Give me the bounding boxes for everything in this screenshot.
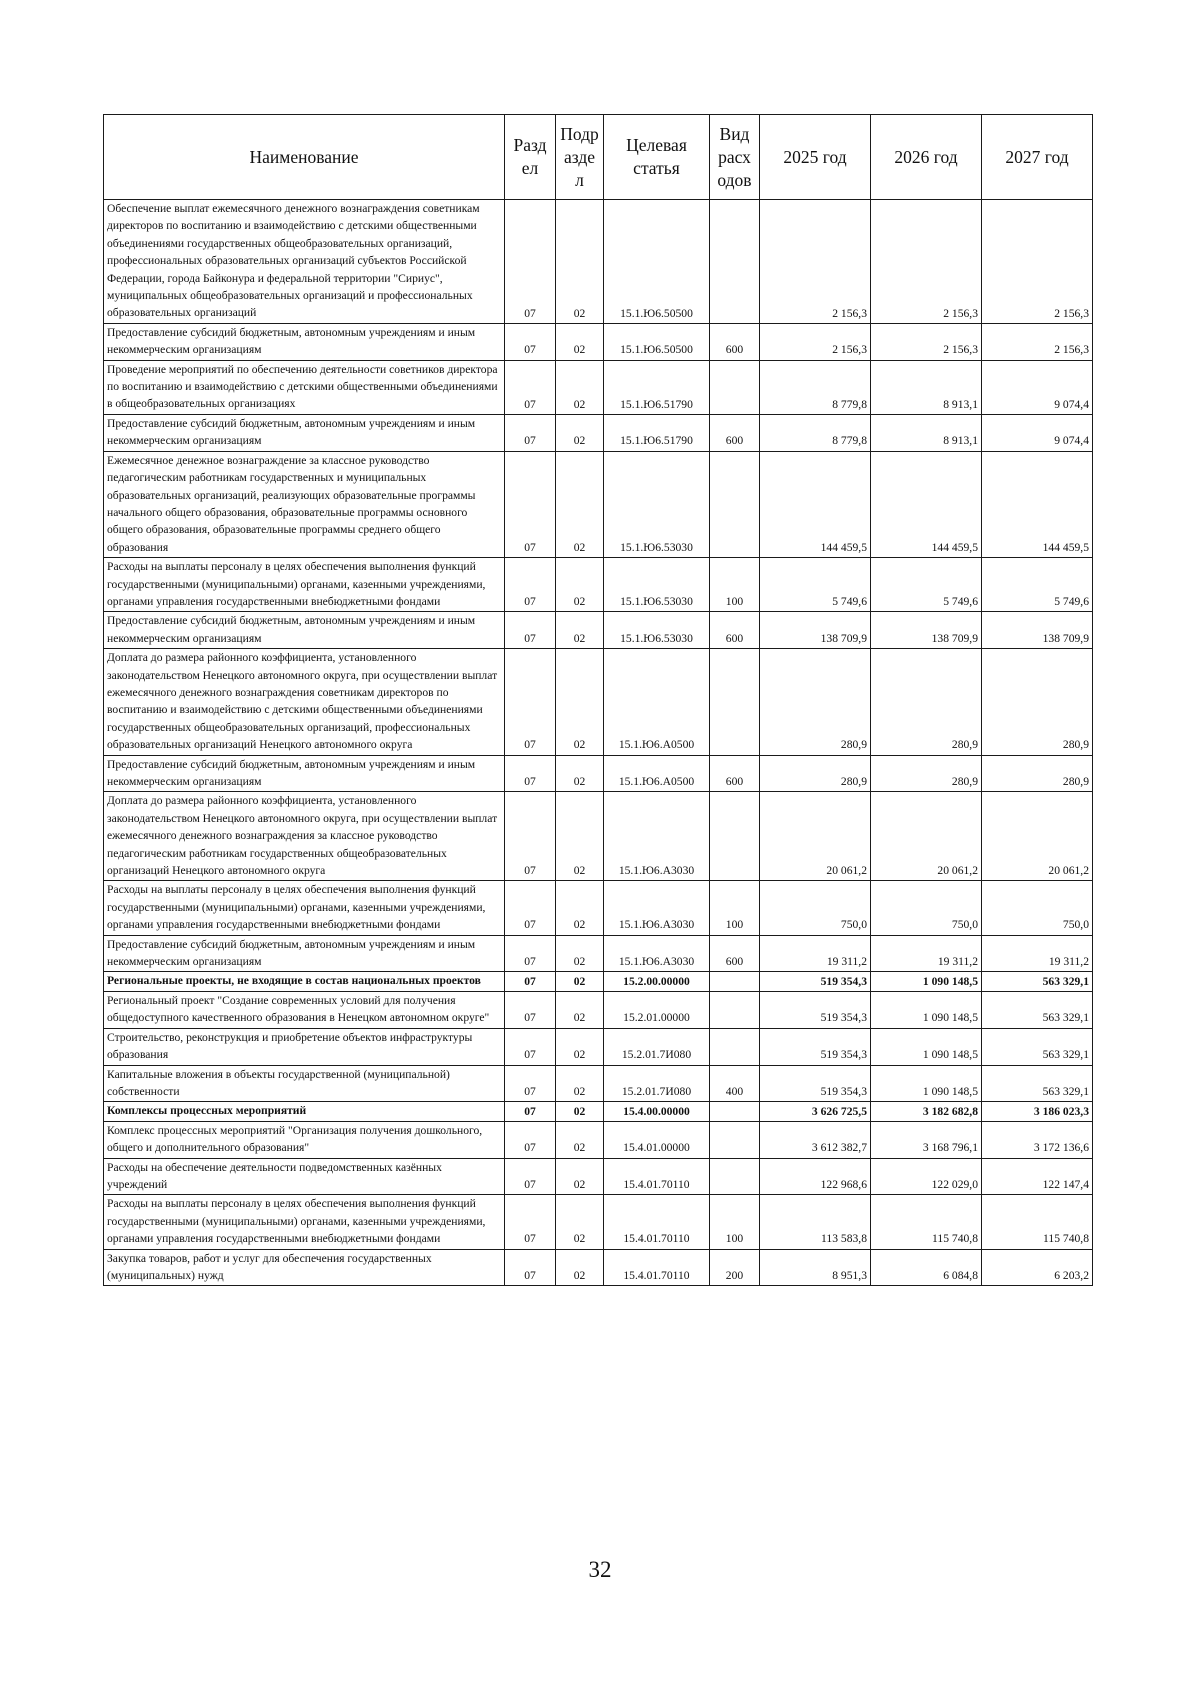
cell-2025: 8 951,3 [760,1249,871,1286]
table-row [104,612,1093,649]
cell-name: Расходы на обеспечение деятельности подведомственных казённых учреждений [104,1158,505,1195]
cell-target: 15.1.Ю6.А0500 [604,649,710,755]
cell-vid: 600 [710,612,760,649]
cell-podrazdel: 02 [556,1102,604,1121]
cell-2026: 144 459,5 [871,451,982,557]
table-row [104,1158,1093,1195]
cell-name: Капитальные вложения в объекты государственной (муниципальной) собственности [104,1065,505,1102]
header-podrazdel: Подр азде л [556,115,604,200]
cell-vid [710,972,760,991]
cell-razdel: 07 [505,935,556,972]
cell-2026: 5 749,6 [871,558,982,612]
cell-target: 15.1.Ю6.51790 [604,360,710,414]
cell-2026: 1 090 148,5 [871,1028,982,1065]
cell-name: Комплекс процессных мероприятий "Организация получения дошкольного, общего и дополнительного образования" [104,1121,505,1158]
cell-2027: 2 156,3 [982,323,1093,360]
cell-name: Расходы на выплаты персоналу в целях обеспечения выполнения функций государственными (муниципальными) органами, казенными учреждениями, органами управления государственными внебюджетными фондами [104,881,505,935]
cell-podrazdel: 02 [556,414,604,451]
cell-2026: 280,9 [871,649,982,755]
cell-vid: 200 [710,1249,760,1286]
table-row [104,755,1093,792]
cell-2027: 563 329,1 [982,991,1093,1028]
cell-razdel: 07 [505,972,556,991]
cell-name: Предоставление субсидий бюджетным, автономным учреждениям и иным некоммерческим организациям [104,612,505,649]
cell-podrazdel: 02 [556,1065,604,1102]
cell-podrazdel: 02 [556,1195,604,1249]
cell-2025: 138 709,9 [760,612,871,649]
cell-target: 15.4.00.00000 [604,1102,710,1121]
cell-name: Проведение мероприятий по обеспечению деятельности советников директора по воспитанию и взаимодействию с детскими общественными объединениями в общеобразовательных организациях [104,360,505,414]
cell-2027: 6 203,2 [982,1249,1093,1286]
cell-target: 15.1.Ю6.А0500 [604,755,710,792]
table-row [104,323,1093,360]
table-row [104,360,1093,414]
cell-podrazdel: 02 [556,881,604,935]
cell-target: 15.4.01.70110 [604,1195,710,1249]
cell-2026: 1 090 148,5 [871,972,982,991]
cell-2025: 519 354,3 [760,991,871,1028]
cell-podrazdel: 02 [556,1158,604,1195]
cell-target: 15.4.01.00000 [604,1121,710,1158]
cell-2026: 8 913,1 [871,360,982,414]
cell-target: 15.1.Ю6.53030 [604,451,710,557]
cell-2025: 8 779,8 [760,414,871,451]
cell-2027: 115 740,8 [982,1195,1093,1249]
cell-2025: 2 156,3 [760,323,871,360]
budget-table [103,114,1093,1286]
cell-2027: 9 074,4 [982,360,1093,414]
cell-2027: 144 459,5 [982,451,1093,557]
cell-2027: 122 147,4 [982,1158,1093,1195]
cell-name: Обеспечение выплат ежемесячного денежного вознаграждения советникам директоров по воспитанию и взаимодействию с детскими общественными объединениями государственных общеобразовательных организаций, профессиональных образовательных организаций субъектов Российской Федерации, города Байконура и федеральной территории "Сириус", муниципальных общеобразовательных организаций и профессиональных образовательных организаций [104,200,505,324]
header-razdel: Разд ел [505,115,556,200]
cell-2027: 563 329,1 [982,972,1093,991]
cell-2025: 122 968,6 [760,1158,871,1195]
cell-2026: 122 029,0 [871,1158,982,1195]
cell-2027: 5 749,6 [982,558,1093,612]
cell-2026: 750,0 [871,881,982,935]
cell-2026: 2 156,3 [871,200,982,324]
cell-razdel: 07 [505,360,556,414]
cell-razdel: 07 [505,323,556,360]
cell-razdel: 07 [505,755,556,792]
cell-razdel: 07 [505,1102,556,1121]
cell-podrazdel: 02 [556,1121,604,1158]
cell-2025: 280,9 [760,755,871,792]
cell-2027: 3 172 136,6 [982,1121,1093,1158]
page-number: 32 [588,1557,612,1582]
cell-target: 15.2.01.7И080 [604,1028,710,1065]
table-row [104,1249,1093,1286]
cell-2027: 280,9 [982,755,1093,792]
cell-podrazdel: 02 [556,323,604,360]
cell-target: 15.1.Ю6.53030 [604,612,710,649]
cell-vid: 100 [710,881,760,935]
header-2027: 2027 год [982,115,1093,200]
cell-name: Доплата до размера районного коэффициента, установленного законодательством Ненецкого автономного округа, при осуществлении выплат ежемесячного денежного вознаграждения за классное руководство педагогическим работникам государственных общеобразовательных организаций Ненецкого автономного округа [104,792,505,881]
cell-name: Расходы на выплаты персоналу в целях обеспечения выполнения функций государственными (муниципальными) органами, казенными учреждениями, органами управления государственными внебюджетными фондами [104,558,505,612]
cell-2027: 9 074,4 [982,414,1093,451]
cell-2026: 3 182 682,8 [871,1102,982,1121]
cell-vid [710,649,760,755]
cell-2027: 19 311,2 [982,935,1093,972]
cell-2027: 2 156,3 [982,200,1093,324]
table-row [104,991,1093,1028]
header-2026: 2026 год [871,115,982,200]
cell-target: 15.1.Ю6.А3030 [604,792,710,881]
cell-name: Предоставление субсидий бюджетным, автономным учреждениям и иным некоммерческим организациям [104,755,505,792]
cell-vid: 600 [710,323,760,360]
cell-2025: 280,9 [760,649,871,755]
cell-target: 15.1.Ю6.А3030 [604,935,710,972]
cell-2027: 138 709,9 [982,612,1093,649]
cell-2025: 2 156,3 [760,200,871,324]
table-row [104,649,1093,755]
table-row [104,1065,1093,1102]
cell-2025: 5 749,6 [760,558,871,612]
cell-2026: 280,9 [871,755,982,792]
cell-2025: 519 354,3 [760,1065,871,1102]
cell-vid: 400 [710,1065,760,1102]
cell-razdel: 07 [505,1065,556,1102]
cell-razdel: 07 [505,881,556,935]
cell-vid: 600 [710,414,760,451]
header-name: Наименование [104,115,505,200]
cell-name: Доплата до размера районного коэффициента, установленного законодательством Ненецкого автономного округа, при осуществлении выплат ежемесячного денежного вознаграждения советникам директоров по воспитанию и взаимодействию с детскими общественными объединениями государственных общеобразовательных организаций, профессиональных образовательных организаций Ненецкого автономного округа [104,649,505,755]
cell-name: Предоставление субсидий бюджетным, автономным учреждениям и иным некоммерческим организациям [104,935,505,972]
cell-vid [710,1121,760,1158]
cell-podrazdel: 02 [556,972,604,991]
table-row [104,451,1093,557]
cell-2025: 3 612 382,7 [760,1121,871,1158]
cell-2025: 519 354,3 [760,1028,871,1065]
cell-target: 15.1.Ю6.51790 [604,414,710,451]
cell-podrazdel: 02 [556,1249,604,1286]
cell-2025: 750,0 [760,881,871,935]
cell-2026: 1 090 148,5 [871,1065,982,1102]
cell-podrazdel: 02 [556,451,604,557]
cell-razdel: 07 [505,200,556,324]
cell-name: Комплексы процессных мероприятий [104,1102,505,1121]
cell-razdel: 07 [505,649,556,755]
table-row [104,792,1093,881]
cell-podrazdel: 02 [556,612,604,649]
cell-vid [710,1102,760,1121]
cell-2026: 2 156,3 [871,323,982,360]
cell-razdel: 07 [505,1195,556,1249]
cell-2026: 20 061,2 [871,792,982,881]
cell-podrazdel: 02 [556,935,604,972]
cell-vid: 100 [710,1195,760,1249]
cell-razdel: 07 [505,612,556,649]
cell-podrazdel: 02 [556,360,604,414]
cell-podrazdel: 02 [556,792,604,881]
cell-2027: 563 329,1 [982,1028,1093,1065]
cell-vid [710,1028,760,1065]
cell-razdel: 07 [505,558,556,612]
cell-2027: 563 329,1 [982,1065,1093,1102]
table-row [104,200,1093,324]
cell-2027: 3 186 023,3 [982,1102,1093,1121]
cell-name: Закупка товаров, работ и услуг для обеспечения государственных (муниципальных) нужд [104,1249,505,1286]
cell-vid [710,451,760,557]
header-vid: Вид расх одов [710,115,760,200]
cell-target: 15.2.00.00000 [604,972,710,991]
cell-podrazdel: 02 [556,1028,604,1065]
cell-vid [710,200,760,324]
cell-vid [710,1158,760,1195]
cell-podrazdel: 02 [556,558,604,612]
cell-razdel: 07 [505,1249,556,1286]
cell-name: Строительство, реконструкция и приобретение объектов инфраструктуры образования [104,1028,505,1065]
cell-name: Региональный проект "Создание современных условий для получения общедоступного качественного образования в Ненецком автономном округе" [104,991,505,1028]
cell-2026: 8 913,1 [871,414,982,451]
cell-name: Ежемесячное денежное вознаграждение за классное руководство педагогическим работникам государственных и муниципальных образовательных организаций, реализующих образовательные программы начального общего образования, образовательные программы основного общего образования, образовательные программы среднего общего образования [104,451,505,557]
table-row [104,1121,1093,1158]
header-2025: 2025 год [760,115,871,200]
cell-2025: 20 061,2 [760,792,871,881]
table-row [104,414,1093,451]
cell-2026: 115 740,8 [871,1195,982,1249]
cell-name: Региональные проекты, не входящие в состав национальных проектов [104,972,505,991]
cell-2025: 3 626 725,5 [760,1102,871,1121]
cell-razdel: 07 [505,991,556,1028]
cell-target: 15.1.Ю6.53030 [604,558,710,612]
cell-2025: 19 311,2 [760,935,871,972]
table-header-row [104,115,1093,200]
cell-2025: 144 459,5 [760,451,871,557]
cell-razdel: 07 [505,414,556,451]
cell-2027: 750,0 [982,881,1093,935]
cell-name: Расходы на выплаты персоналу в целях обеспечения выполнения функций государственными (муниципальными) органами, казенными учреждениями, органами управления государственными внебюджетными фондами [104,1195,505,1249]
cell-2026: 1 090 148,5 [871,991,982,1028]
cell-razdel: 07 [505,1158,556,1195]
cell-razdel: 07 [505,792,556,881]
cell-vid: 100 [710,558,760,612]
cell-vid [710,360,760,414]
cell-2025: 8 779,8 [760,360,871,414]
cell-podrazdel: 02 [556,200,604,324]
cell-name: Предоставление субсидий бюджетным, автономным учреждениям и иным некоммерческим организациям [104,323,505,360]
cell-2026: 19 311,2 [871,935,982,972]
header-target: Целевая статья [604,115,710,200]
cell-target: 15.2.01.00000 [604,991,710,1028]
cell-2026: 138 709,9 [871,612,982,649]
table-row [104,972,1093,991]
cell-2027: 280,9 [982,649,1093,755]
cell-target: 15.4.01.70110 [604,1249,710,1286]
table-row [104,881,1093,935]
cell-target: 15.1.Ю6.А3030 [604,881,710,935]
cell-2025: 113 583,8 [760,1195,871,1249]
cell-podrazdel: 02 [556,991,604,1028]
cell-2026: 6 084,8 [871,1249,982,1286]
table-row [104,1102,1093,1121]
cell-razdel: 07 [505,1028,556,1065]
cell-vid: 600 [710,935,760,972]
cell-razdel: 07 [505,451,556,557]
cell-2027: 20 061,2 [982,792,1093,881]
cell-target: 15.1.Ю6.50500 [604,200,710,324]
cell-2025: 519 354,3 [760,972,871,991]
cell-2026: 3 168 796,1 [871,1121,982,1158]
table-row [104,558,1093,612]
cell-vid [710,792,760,881]
cell-name: Предоставление субсидий бюджетным, автономным учреждениям и иным некоммерческим организациям [104,414,505,451]
cell-razdel: 07 [505,1121,556,1158]
cell-target: 15.2.01.7И080 [604,1065,710,1102]
table-row [104,1028,1093,1065]
cell-vid: 600 [710,755,760,792]
cell-target: 15.4.01.70110 [604,1158,710,1195]
cell-target: 15.1.Ю6.50500 [604,323,710,360]
cell-vid [710,991,760,1028]
cell-podrazdel: 02 [556,649,604,755]
cell-podrazdel: 02 [556,755,604,792]
table-row [104,935,1093,972]
table-row [104,1195,1093,1249]
